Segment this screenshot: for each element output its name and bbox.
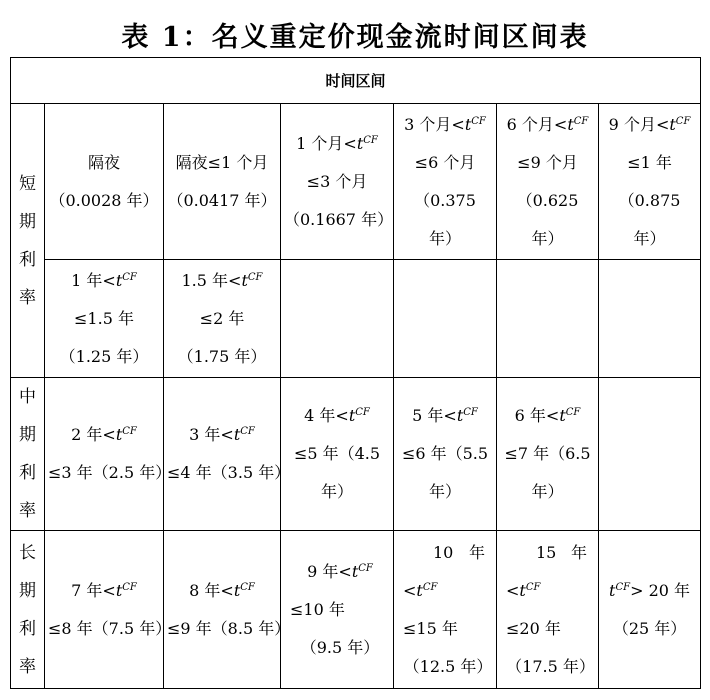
cell-9y-10y: 9 年$<t^{CF}$ ≤10 年 （9.5 年）	[281, 531, 394, 689]
empty-cell	[599, 260, 701, 378]
repricing-time-bucket-table	[10, 57, 701, 689]
category-short-term: 短 期 利 率	[11, 104, 45, 378]
cell-1y-1-5y: 1 年$<t^{CF}$ ≤1.5 年 （1.25 年）	[45, 260, 164, 378]
cell-3y-4y: 3 年$<t^{CF}$ ≤4 年（3.5 年）	[164, 378, 281, 531]
cell-15y-20y: 15 年 $<t^{CF}$ ≤20 年 （17.5 年）	[497, 531, 599, 689]
cell-1m-3m: 1 个月$<t^{CF}$ ≤3 个月 （0.1667 年）	[281, 104, 394, 260]
cell-6y-7y: 6 年$<t^{CF}$ ≤7 年（6.5 年）	[497, 378, 599, 531]
empty-cell	[281, 260, 394, 378]
cell-3m-6m: 3 个月$<t^{CF}$ ≤6 个月 （0.375 年）	[394, 104, 497, 260]
table-title: 表 1：名义重定价现金流时间区间表	[121, 22, 589, 53]
category-mid-term: 中 期 利 率	[11, 378, 45, 531]
cell-10y-15y: 10 年 $<t^{CF}$ ≤15 年 （12.5 年）	[394, 531, 497, 689]
cell-overnight-1m: 隔夜≤1 个月 （0.0417 年）	[164, 104, 281, 260]
header-time-interval: 时间区间	[11, 58, 701, 104]
cell-6m-9m: 6 个月$<t^{CF}$ ≤9 个月 （0.625 年）	[497, 104, 599, 260]
cell-4y-5y: 4 年$<t^{CF}$ ≤5 年（4.5 年）	[281, 378, 394, 531]
cell-9m-1y: 9 个月$<t^{CF}$ ≤1 年 （0.875 年）	[599, 104, 701, 260]
category-long-term: 长 期 利 率	[11, 531, 45, 689]
cell-overnight: 隔夜 （0.0028 年）	[45, 104, 164, 260]
cell-2y-3y: 2 年$<t^{CF}$ ≤3 年（2.5 年）	[45, 378, 164, 531]
cell-7y-8y: 7 年$<t^{CF}$ ≤8 年（7.5 年）	[45, 531, 164, 689]
cell-5y-6y: 5 年$<t^{CF}$ ≤6 年（5.5 年）	[394, 378, 497, 531]
cell-over-20y: $t^{CF}> 20$ 年 （25 年）	[599, 531, 701, 689]
empty-cell	[599, 378, 701, 531]
empty-cell	[497, 260, 599, 378]
cell-1-5y-2y: 1.5 年$<t^{CF}$ ≤2 年 （1.75 年）	[164, 260, 281, 378]
cell-8y-9y: 8 年$<t^{CF}$ ≤9 年（8.5 年）	[164, 531, 281, 689]
empty-cell	[394, 260, 497, 378]
